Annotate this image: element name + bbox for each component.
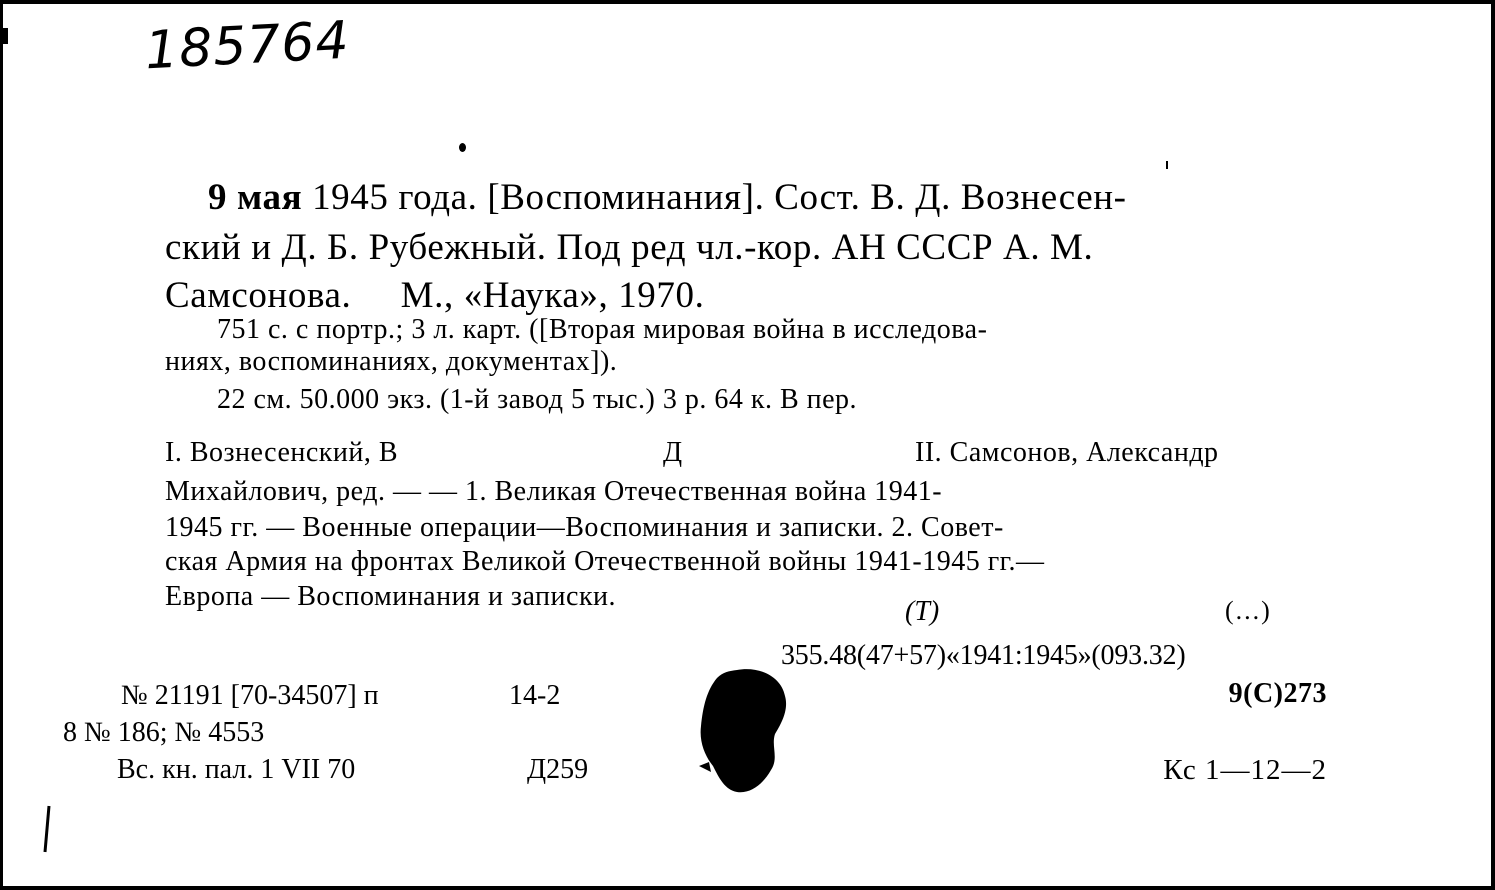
collation-line-2: ниях, воспоминаниях, документах]). — [165, 346, 618, 377]
book-chamber-code: Д259 — [527, 754, 589, 785]
subject-1-editor: II. Самсонов, Александр — [915, 437, 1219, 468]
title-line-1 — [208, 176, 1127, 219]
title-line-3: Самсонова. М., «Наука», 1970. — [165, 275, 705, 316]
print-run-line: 8 № 186; № 4553 — [63, 717, 265, 748]
udc-index: 355.48(47+57)«1941:1945»(093.32) — [781, 640, 1186, 671]
class-code: Кс 1—12—2 — [1163, 754, 1327, 786]
subject-1-author: I. Вознесенский, В — [165, 437, 399, 468]
ink-tick — [1166, 161, 1168, 169]
subject-line-4: ская Армия на фронтах Великой Отечественной войны 1941-1945 гг.— — [165, 546, 1045, 577]
handwritten-inventory-number: 185764 — [143, 10, 351, 82]
subject-line-5: Европа — Воспоминания и записки. — [165, 581, 617, 612]
collation-line-1: 751 с. с портр.; 3 л. карт. ([Вторая мировая война в исследова- — [217, 314, 988, 345]
title-line-1-text: 1945 года. [Воспоминания]. Сост. В. Д. Вознесен- — [302, 177, 1127, 218]
order-code: 14-2 — [509, 680, 561, 711]
physical-description: 22 см. 50.000 экз. (1-й завод 5 тыс.) 3 р. 64 к. В пер. — [217, 384, 858, 415]
margin-mark-left: (Т) — [905, 596, 940, 627]
margin-mark-right: (...) — [1225, 596, 1272, 625]
bbk-index: 9(С)273 — [1228, 678, 1327, 709]
order-number: № 21191 [70-34507] п — [121, 680, 379, 711]
pencil-stroke — [41, 804, 53, 854]
edge-mark — [3, 28, 8, 44]
book-chamber-date: Вс. кн. пал. 1 VII 70 — [117, 754, 356, 785]
ink-dot — [459, 143, 466, 152]
subject-line-3: 1945 гг. — Военные операции—Воспоминания и записки. 2. Совет- — [165, 512, 1004, 543]
subject-1-initial: Д — [663, 437, 683, 468]
title-line-2: ский и Д. Б. Рубежный. Под ред чл.-кор. АН СССР А. М. — [165, 227, 1094, 268]
subject-line-2: Михайлович, ред. — — 1. Великая Отечественная война 1941- — [165, 476, 943, 507]
ink-blot — [697, 666, 789, 798]
order-number-line — [121, 680, 561, 712]
book-chamber-line — [117, 754, 589, 786]
title-date: 9 мая — [208, 177, 303, 218]
